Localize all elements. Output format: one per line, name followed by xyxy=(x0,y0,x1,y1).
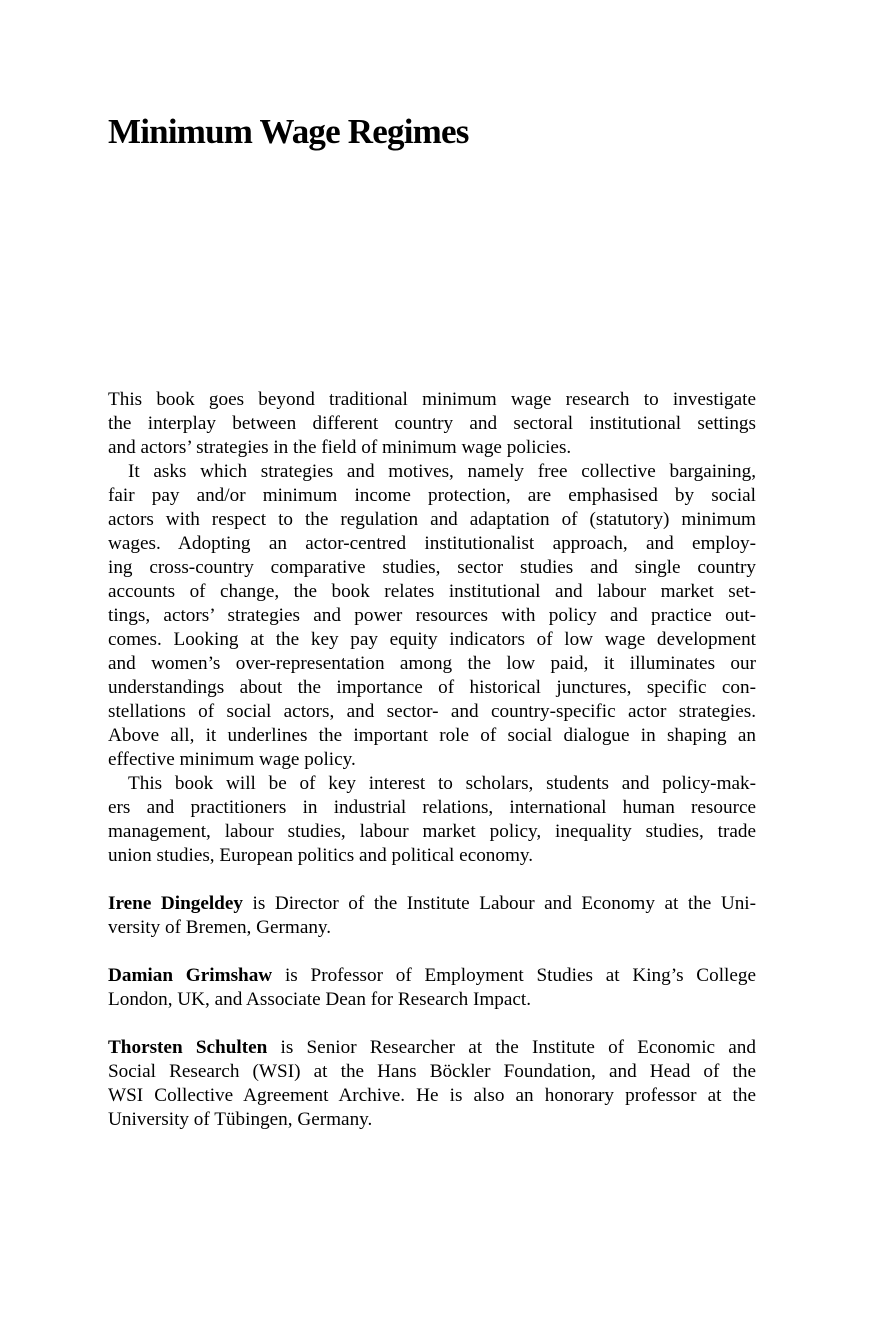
author-bio-dingeldey xyxy=(108,892,756,940)
text-line: actors with respect to the regulation and adaptation of (statutory) minimum xyxy=(108,509,756,530)
text-line: wages. Adopting an actor-centred institutionalist approach, and employ- xyxy=(108,533,756,554)
bio-text: is Director of the Institute Labour and Economy at the Uni- xyxy=(242,893,756,914)
author-name: Damian Grimshaw xyxy=(108,965,273,986)
text-line: union studies, European politics and political economy. xyxy=(108,845,534,866)
text-line: and actors’ strategies in the field of minimum wage policies. xyxy=(108,437,572,458)
author-bio-schulten xyxy=(108,1036,756,1132)
author-bio-grimshaw xyxy=(108,964,756,1012)
book-description xyxy=(108,388,756,868)
bio-text: is Professor of Employment Studies at King’s College xyxy=(272,965,756,986)
text-line: University of Tübingen, Germany. xyxy=(108,1109,373,1130)
text-line: Social Research (WSI) at the Hans Böckler Foundation, and Head of the xyxy=(108,1061,756,1082)
text-line: effective minimum wage policy. xyxy=(108,749,356,770)
description-paragraph-3 xyxy=(108,772,756,868)
author-name: Thorsten Schulten xyxy=(108,1037,268,1058)
text-line: fair pay and/or minimum income protection, are emphasised by social xyxy=(108,485,756,506)
text-line xyxy=(108,1036,756,1060)
text-line: This book will be of key interest to scholars, students and policy-mak- xyxy=(128,773,756,794)
author-name: Irene Dingeldey xyxy=(108,893,243,914)
text-line: ers and practitioners in industrial relations, international human resource xyxy=(108,797,756,818)
text-line: London, UK, and Associate Dean for Research Impact. xyxy=(108,989,532,1010)
description-paragraph-1 xyxy=(108,388,756,460)
book-title: Minimum Wage Regimes xyxy=(108,112,469,151)
text-line xyxy=(108,964,756,988)
text-line: understandings about the importance of historical junctures, specific con- xyxy=(108,677,756,698)
text-line: WSI Collective Agreement Archive. He is also an honorary professor at the xyxy=(108,1085,756,1106)
text-line: accounts of change, the book relates institutional and labour market set- xyxy=(108,581,756,602)
text-line: versity of Bremen, Germany. xyxy=(108,917,332,938)
bio-text: is Senior Researcher at the Institute of Economic and xyxy=(267,1037,756,1058)
text-line xyxy=(108,892,756,916)
text-line: stellations of social actors, and sector- and country-specific actor strategies. xyxy=(108,701,756,722)
text-line: tings, actors’ strategies and power resources with policy and practice out- xyxy=(108,605,756,626)
text-line: and women’s over-representation among the low paid, it illuminates our xyxy=(108,653,756,674)
description-paragraph-2 xyxy=(108,460,756,772)
text-line: management, labour studies, labour market policy, inequality studies, trade xyxy=(108,821,756,842)
text-line: This book goes beyond traditional minimum wage research to investigate xyxy=(108,389,756,410)
text-line: the interplay between different country and sectoral institutional settings xyxy=(108,413,756,434)
text-line: comes. Looking at the key pay equity indicators of low wage development xyxy=(108,629,756,650)
text-line: ing cross-country comparative studies, sector studies and single country xyxy=(108,557,756,578)
text-line: Above all, it underlines the important role of social dialogue in shaping an xyxy=(108,725,756,746)
text-line: It asks which strategies and motives, namely free collective bargaining, xyxy=(128,461,756,482)
